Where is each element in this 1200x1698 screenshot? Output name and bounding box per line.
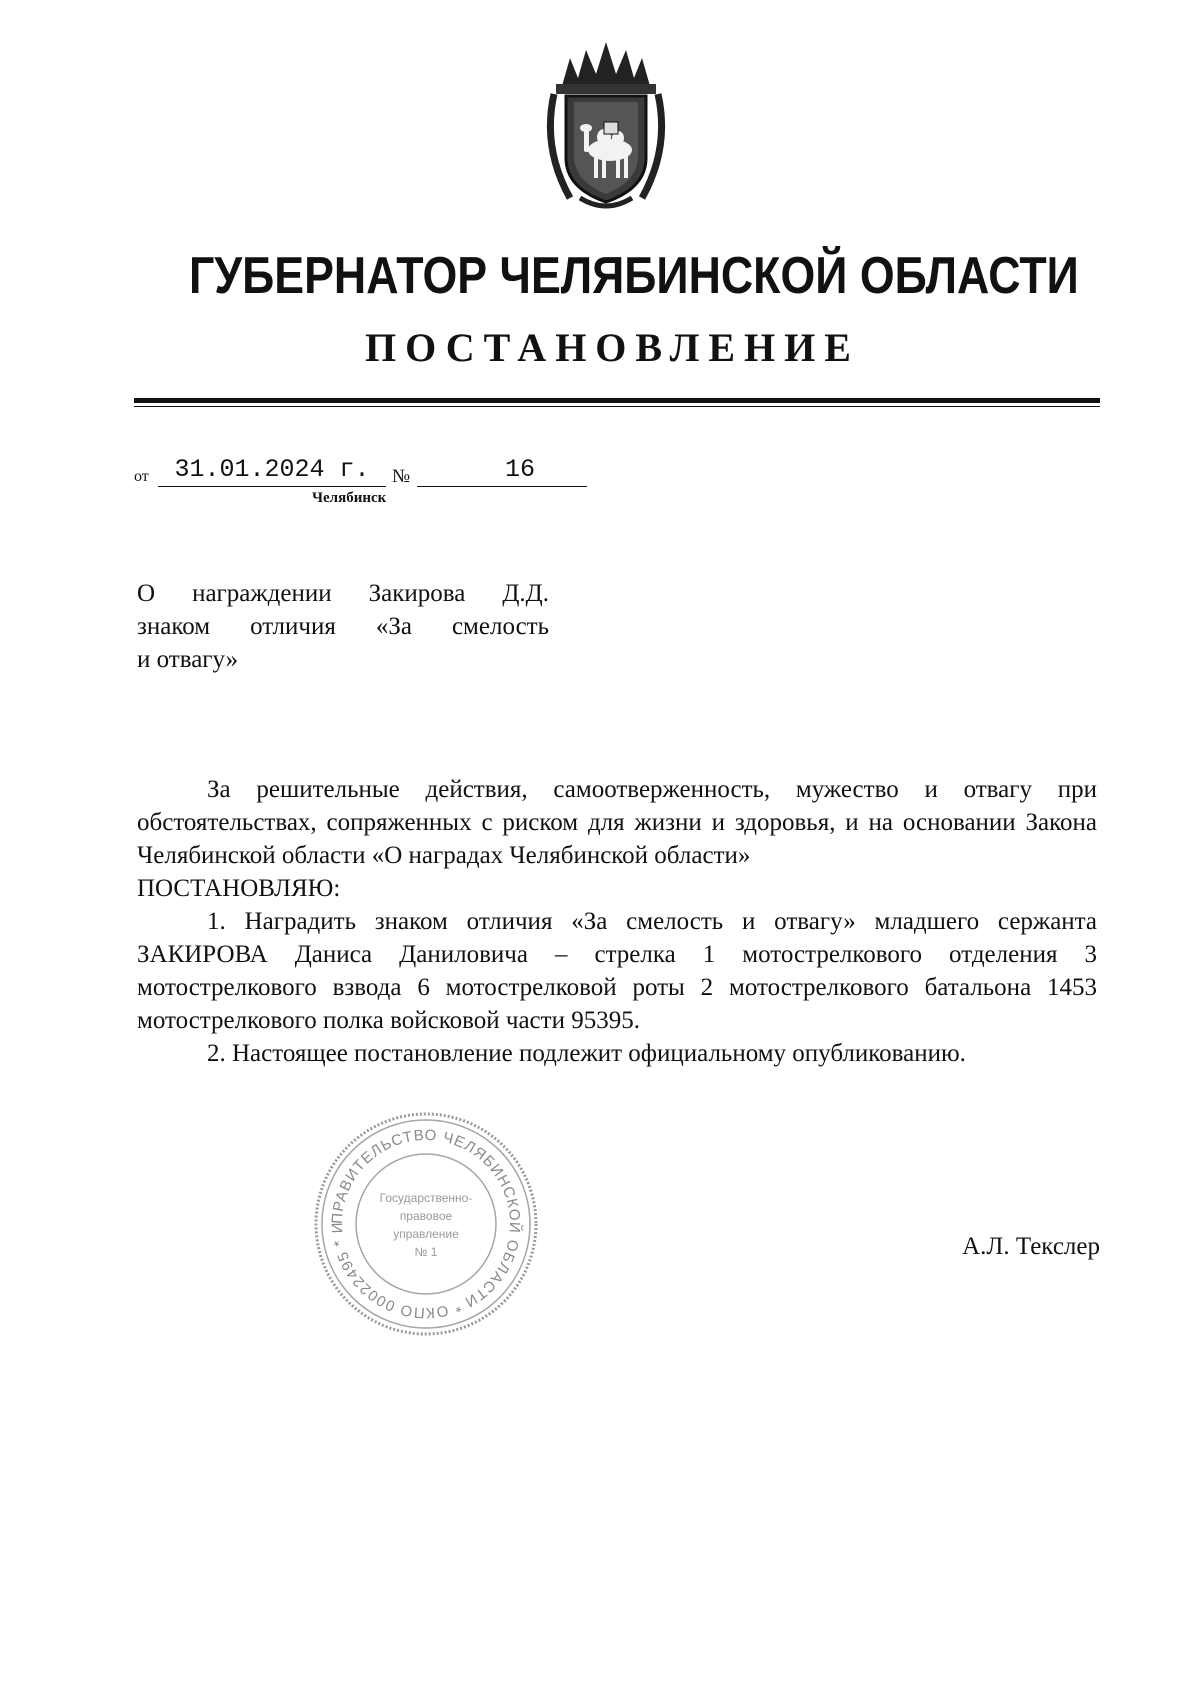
signatory-name: А.Л. Текслер	[962, 1233, 1100, 1260]
document-date: 31.01.2024 г.	[158, 456, 386, 487]
official-stamp	[310, 1110, 542, 1338]
header-rule-thick	[134, 398, 1100, 403]
subject-line: и отвагу»	[137, 646, 239, 673]
stamp-center-text: управление	[393, 1227, 459, 1241]
document-number-field	[417, 456, 587, 487]
subject-line: знаком отличия «За смелость	[137, 613, 549, 640]
subject-line: О награждении Закирова Д.Д.	[137, 580, 549, 607]
document-type-title: ПОСТАНОВЛЕНИЕ	[365, 325, 860, 370]
preamble-paragraph: За решительные действия, самоотверженность, мужество и отвагу при обстоятельствах, сопряженных с риском для жизни и здоровья, и на основании Закона Челябинской области «О наградах Челябинской области»	[137, 776, 1097, 869]
stamp-center-text: Государственно-	[379, 1191, 473, 1205]
city-label: Челябинск	[312, 490, 387, 506]
organization-title: ГУБЕРНАТОР ЧЕЛЯБИНСКОЙ ОБЛАСТИ	[188, 247, 1079, 305]
document-body	[137, 773, 1097, 1070]
number-prefix-label: №	[392, 466, 411, 487]
document-subject	[137, 577, 549, 676]
stamp-ring-text: ПРАВИТЕЛЬСТВО ЧЕЛЯБИНСКОЙ ОБЛАСТИ * ОКПО 00022495 * И	[328, 1126, 524, 1322]
stamp-center-text: правовое	[399, 1209, 453, 1223]
coat-of-arms-emblem	[540, 38, 672, 214]
document-number: 16	[505, 455, 536, 484]
date-prefix-label: от	[134, 468, 149, 485]
resolution-item: 2. Настоящее постановление подлежит официальному опубликованию.	[207, 1040, 966, 1067]
resolve-heading: ПОСТАНОВЛЯЮ:	[137, 875, 341, 902]
stamp-center-text: № 1	[414, 1245, 438, 1259]
header-rule-thin	[134, 406, 1100, 407]
resolution-item: 1. Наградить знаком отличия «За смелость и отвагу» младшего сержанта ЗАКИРОВА Даниса Даниловича – стрелка 1 мотострелкового отделения 3 мотострелкового взвода 6 мотострелковой роты 2 мотострелкового батальона 1453 мотострелкового полка войсковой части 95395.	[137, 908, 1097, 1034]
